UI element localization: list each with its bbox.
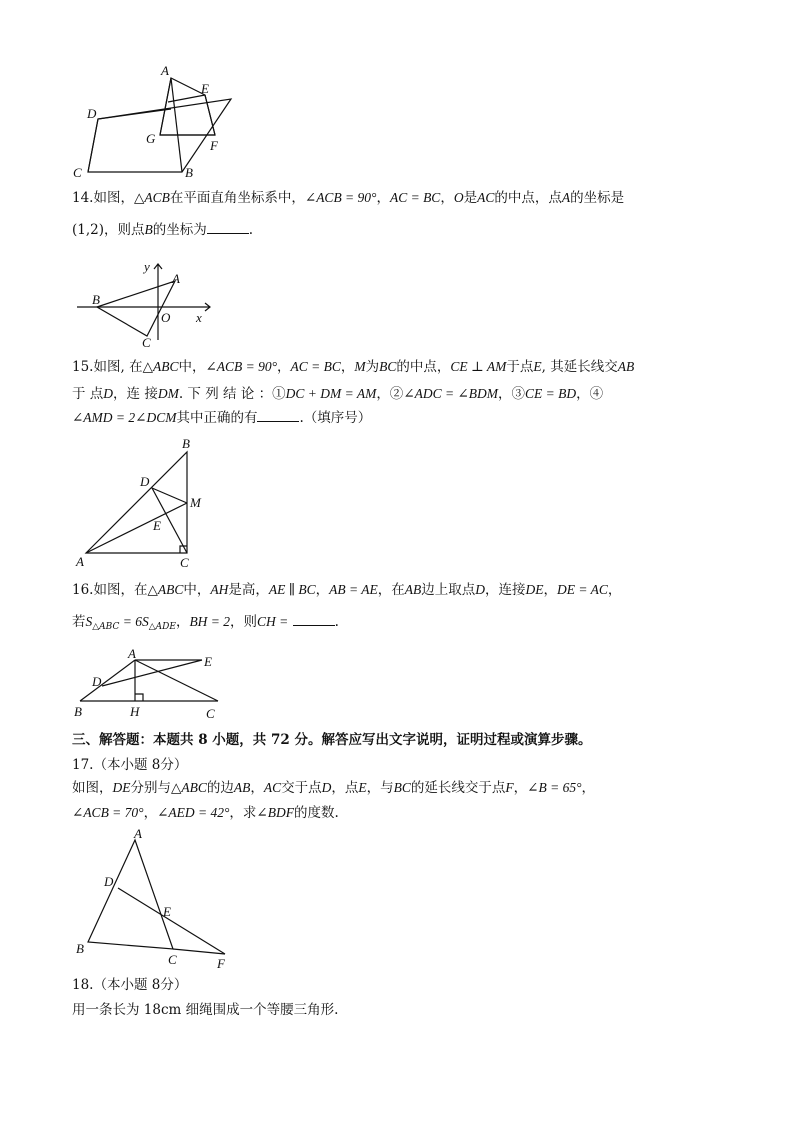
q15-line3: ∠AMD = 2∠DCM其中正确的有 .（填序号） xyxy=(72,410,372,426)
q14-line1: 14.如图，△ACB在平面直角坐标系中，∠ACB = 90°，AC = BC，O是AC的中点，点A的坐标是 xyxy=(72,190,625,206)
label-B: B xyxy=(92,292,100,307)
q16-line2: 若$S_{\triangle ABC} = 6S_{\triangle ADE}$，BH = 2，则CH = . xyxy=(72,614,339,632)
label-A: A xyxy=(76,554,84,569)
answer-blank[interactable] xyxy=(207,221,249,234)
answer-blank[interactable] xyxy=(293,613,335,626)
q17-head: 17.（本小题 8分） xyxy=(72,757,188,773)
label-A: A xyxy=(161,63,169,78)
figure-q13-quadrilateral-triangle xyxy=(60,60,240,185)
label-D: D xyxy=(104,874,114,889)
q17-line2: ∠ACB = 70°，∠AED = 42°，求∠BDF的度数. xyxy=(72,805,339,821)
label-F: F xyxy=(210,138,218,153)
label-M: M xyxy=(190,495,201,510)
label-G: G xyxy=(146,131,156,146)
label-D: D xyxy=(87,106,97,121)
label-D: D xyxy=(140,474,150,489)
label-y: y xyxy=(144,259,150,274)
label-C: C xyxy=(73,165,82,180)
label-A: A xyxy=(128,646,136,661)
label-E: E xyxy=(153,518,161,533)
label-B: B xyxy=(185,165,193,180)
q15-line1: 15.如图, 在△ABC中，∠ACB = 90°，AC = BC，M为BC的中点，CE ⊥ AM于点E, 其延长线交AB xyxy=(72,359,635,375)
q14-line2: (1,2)，则点B的坐标为 . xyxy=(72,222,254,238)
label-H: H xyxy=(130,704,140,719)
label-C: C xyxy=(142,335,151,350)
label-E: E xyxy=(163,904,171,919)
label-D: D xyxy=(92,674,102,689)
q18-head: 18.（本小题 8分） xyxy=(72,977,188,993)
label-A: A xyxy=(172,271,180,286)
q15-line2: 于 点D，连 接DM. 下 列 结 论 ：①DC + DM = AM，②∠ADC = ∠BDM，③CE = BD，④ xyxy=(72,386,604,402)
label-E: E xyxy=(204,654,212,669)
answer-blank[interactable] xyxy=(257,409,299,422)
figure-q17-triangle xyxy=(70,826,240,974)
figure-q16-triangle xyxy=(72,646,232,724)
label-F: F xyxy=(217,956,225,971)
label-B: B xyxy=(182,436,190,451)
q18-text: 用一条长为 18cm 细绳围成一个等腰三角形. xyxy=(72,1002,339,1018)
label-C: C xyxy=(168,952,177,967)
section-heading: 三、解答题：本题共 8 小题，共 72 分。解答应写出文字说明，证明过程或演算步骤。 xyxy=(72,732,592,748)
q17-line1: 如图，DE分别与△ABC的边AB，AC交于点D，点E，与BC的延长线交于点F，∠B = 65°， xyxy=(72,780,595,796)
label-O: O xyxy=(161,310,171,325)
figure-q14-coordinate xyxy=(72,256,222,351)
label-C: C xyxy=(206,706,215,721)
label-E: E xyxy=(201,81,209,96)
label-C: C xyxy=(180,555,189,570)
label-A: A xyxy=(134,826,142,841)
q16-line1: 16.如图，在△ABC中，AH是高，AE ∥ BC，AB = AE，在AB边上取点D，连接DE，DE = AC， xyxy=(72,582,622,598)
label-x: x xyxy=(196,310,202,325)
label-B: B xyxy=(76,941,84,956)
label-B: B xyxy=(74,704,82,719)
figure-q15-triangle xyxy=(70,432,210,572)
